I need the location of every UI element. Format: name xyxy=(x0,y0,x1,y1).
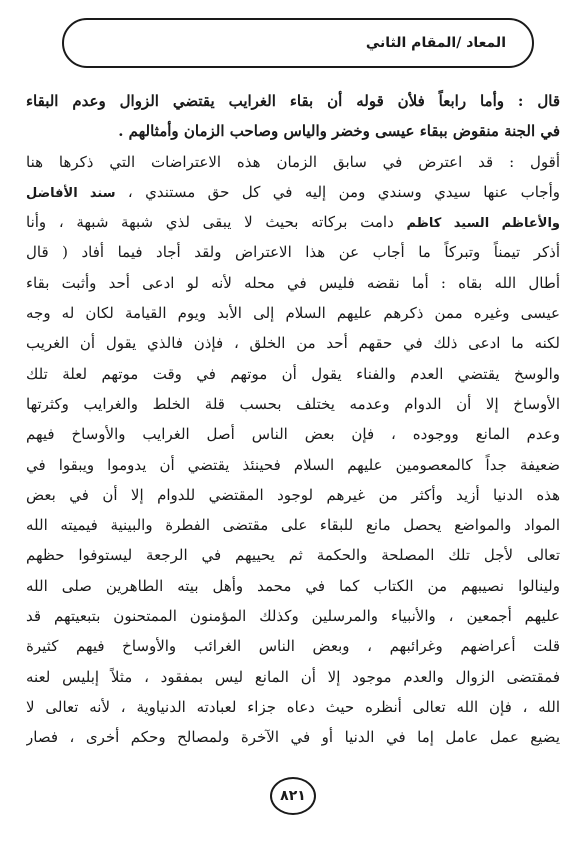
text-line: قلت أعراضهم وغرائبهم ، وبعض الناس الغرائب والأوساخ فيهم كثيرة xyxy=(26,637,560,656)
text-line: أقول : قد اعترض في سابق الزمان هذه الاعتراضات التي ذكرها هنا xyxy=(26,152,560,171)
running-header xyxy=(62,18,534,68)
text-line xyxy=(26,207,560,237)
text-line: وعدم المانع ووجوده ، فإن بعض الناس أصل الغرايب والأوساخ فيهم xyxy=(26,425,560,444)
page-body xyxy=(26,86,560,753)
page-number: ٨٢١ xyxy=(270,777,316,815)
text-line: أذكر تيمناً وتبركاً ما أجاب عن هذا الاعتراض ولقد أجاد فيما أفاد ( قال xyxy=(26,243,560,262)
text-line: لكنه ما ادعى ذلك في حقهم أحد من الخلق ، فإذن فالذي يقول أن الغريب xyxy=(26,334,560,353)
text-line: تعالى لأجل تلك المصلحة والحكمة ثم يحييهم في الرجعة ليستوفوا حظهم xyxy=(26,546,560,565)
text-run: وأجاب عنها سيدي وسندي ومن إليه في كل حق مستندي ، xyxy=(127,182,560,201)
text-line: ولينالوا نصيبهم من الكتاب كما في محمد وأهل بيته الطاهرين صلى الله xyxy=(26,576,560,595)
text-line: المواد والمواضع يحصل مانع للبقاء على مقتضى الفطرة والبينية فيميته الله xyxy=(26,516,560,535)
paragraph-commentary xyxy=(26,147,560,753)
paragraph-quote xyxy=(26,86,560,147)
text-line: ضعيفة جداً كالمعصومين عليهم السلام فحينئذ يقتضي أن يدوموا ويبقوا في xyxy=(26,455,560,474)
text-line xyxy=(26,177,560,207)
bold-honorific: والأعاظم السيد كاظم xyxy=(406,216,560,232)
text-line: الله ، فإن الله تعالى أنظره حيث دعاه جزاء لعبادته الدنياوية ، لأنه تعالى لا xyxy=(26,697,560,716)
text-line: والوسخ يقتضي العدم والفناء يقول أن موتهم في وقت موتهم لعلة تلك xyxy=(26,364,560,383)
text-run: دامت بركاته بحيث لا يبقى لذي شبهة شبهة ، وأنا xyxy=(26,213,394,232)
text-line: يضيع عمل عامل إما في الدنيا أو في الآخرة ولمصالح وحكم أخرى ، فصار xyxy=(26,728,560,747)
bold-honorific: سند الأفاضل xyxy=(26,185,116,201)
text-line: هذه الدنيا أزيد وأكثر من غيرهم لوجود المقتضي للدوام إلا أن في بعض xyxy=(26,485,560,504)
text-line: في الجنة منقوض ببقاء عيسى وخضر والياس وصاحب الزمان وأمثالهم . xyxy=(118,122,560,141)
text-line: قال : وأما رابعاً فلأن قوله أن بقاء الغرايب يقتضي الزوال وعدم البقاء xyxy=(26,92,560,110)
running-header-title: المعاد /المقام الثاني xyxy=(365,35,506,51)
text-line: فمقتضى الزوال والعدم موجود إلا أن المانع ليس بمفقود ، مثلاً إبليس لعنه xyxy=(26,667,560,686)
text-line: أطال الله بقاه : أما نقضه فليس في محله لأنه لو ادعى أحد وأثبت بقاء xyxy=(26,273,560,292)
text-line: عيسى وغيره ممن ذكرهم عليهم السلام إلى الأبد ويوم القيامة لكان له وجه xyxy=(26,304,560,323)
text-line: عليهم أجمعين ، والأنبياء والمرسلين وكذلك المؤمنون الممتحنون بتبعيتهم قد xyxy=(26,607,560,626)
text-line: الأوساخ إلا أن الدوام وعدمه يختلف بحسب قلة الخلط والغرايب وكثرتها xyxy=(26,394,560,413)
